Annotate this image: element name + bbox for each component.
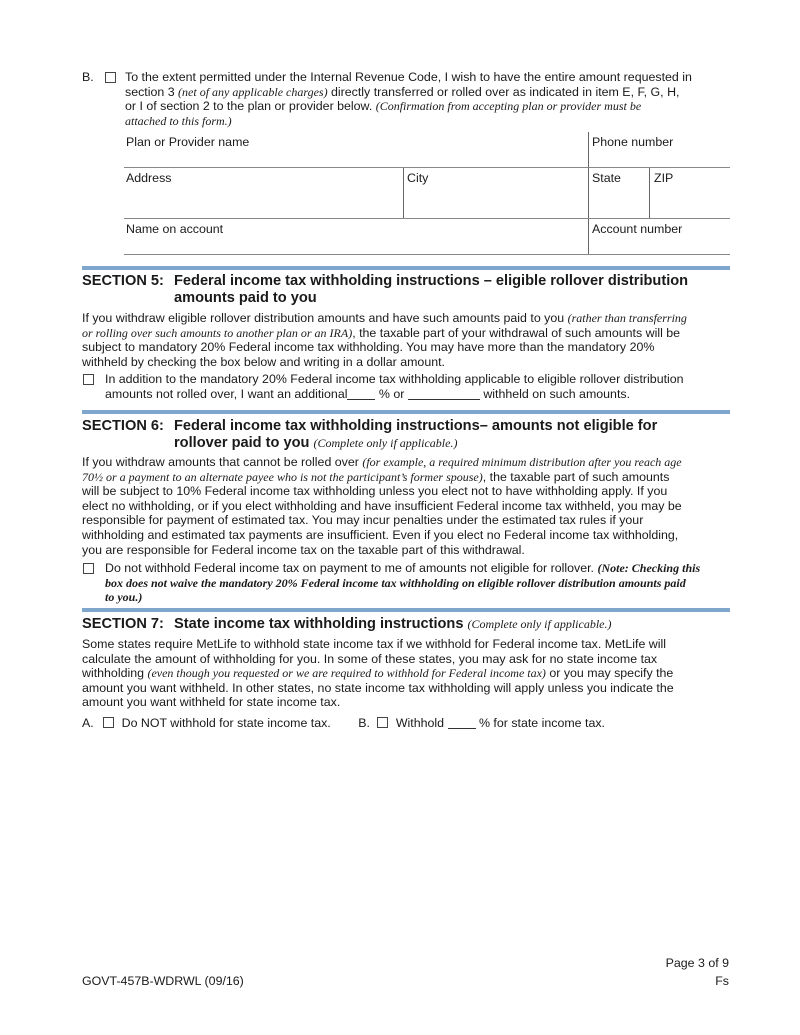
section-rule bbox=[82, 266, 730, 270]
item-b-letter: B. bbox=[82, 70, 94, 84]
city-field[interactable]: City bbox=[407, 171, 429, 185]
zip-field[interactable]: ZIP bbox=[654, 171, 674, 185]
divider bbox=[588, 132, 589, 168]
option-b-letter: B. bbox=[358, 716, 370, 730]
section7-title: SECTION 7: State income tax withholding instructions (Complete only if applicable.) bbox=[82, 616, 612, 632]
divider bbox=[124, 218, 730, 219]
withhold-state-label-suffix: % for state income tax. bbox=[478, 716, 605, 730]
name-on-account-field[interactable]: Name on account bbox=[126, 222, 224, 236]
section5-title: SECTION 5: Federal income tax withholding instructions – eligible rollover distribution amounts paid to you bbox=[82, 273, 689, 306]
divider bbox=[124, 254, 730, 255]
divider bbox=[588, 168, 589, 218]
plan-provider-name-field[interactable]: Plan or Provider name bbox=[126, 135, 250, 149]
divider bbox=[649, 168, 650, 218]
no-federal-withholding-checkbox[interactable] bbox=[83, 563, 94, 574]
item-b-text: To the extent permitted under the Internal Revenue Code, I wish to have the entire amount requested in section 3 (net of any applicable charges) directly transferred or rolled over as indicated in item E, F, G, H, or I of section 2 to the plan or provider below. (Confirmation from accepting plan or provider must be attached to this form.) bbox=[125, 70, 692, 128]
address-field[interactable]: Address bbox=[126, 171, 172, 185]
option-a-letter: A. bbox=[82, 716, 94, 730]
phone-number-field[interactable]: Phone number bbox=[592, 135, 674, 149]
form-code: Fs bbox=[715, 974, 729, 988]
section-rule bbox=[82, 410, 730, 414]
section-rule bbox=[82, 608, 730, 612]
divider bbox=[588, 219, 589, 255]
item-b-checkbox[interactable] bbox=[105, 72, 116, 83]
state-percent-input[interactable] bbox=[448, 717, 476, 729]
state-withholding-options bbox=[82, 716, 742, 731]
divider bbox=[124, 167, 730, 168]
do-not-withhold-state-checkbox[interactable] bbox=[103, 717, 114, 728]
additional-withholding-option: In addition to the mandatory 20% Federal income tax withholding applicable to eligible rollover distribution amounts not rolled over, I want an additional % or withheld on such amounts. bbox=[105, 372, 684, 401]
account-number-field[interactable]: Account number bbox=[592, 222, 683, 236]
divider bbox=[403, 168, 404, 218]
state-field[interactable]: State bbox=[592, 171, 621, 185]
withhold-state-checkbox[interactable] bbox=[377, 717, 388, 728]
page-number: Page 3 of 9 bbox=[665, 956, 729, 970]
section7-paragraph: Some states require MetLife to withhold state income tax if we withhold for Federal income tax. MetLife will calculate the amount of withholding for you. In some of these states, you may ask for no state income tax withholding (even though you requested or we are required to withhold for Federal income tax) or you may specify the amount you want withheld. In other states, no state income tax withholding will apply unless you indicate the amount you want withheld for state income tax. bbox=[82, 637, 674, 710]
withhold-state-label: Withhold bbox=[395, 716, 445, 730]
section5-paragraph: If you withdraw eligible rollover distribution amounts and have such amounts paid to you (rather than transferring or rolling over such amounts to another plan or an IRA), the taxable part of your withdrawal of such amounts will be subject to mandatory 20% Federal income tax withholding. You may have more than the mandatory 20% withheld by checking the box below and writing in a dollar amount. bbox=[82, 311, 687, 369]
form-id: GOVT-457B-WDRWL (09/16) bbox=[82, 974, 244, 988]
additional-amount-input[interactable] bbox=[408, 388, 480, 400]
no-federal-withholding-option: Do not withhold Federal income tax on payment to me of amounts not eligible for rollover. (Note: Checking this box does not waive the mandatory 20% Federal income tax withholding on eligible rollover distribution amounts paid to you.) bbox=[105, 561, 701, 605]
additional-withholding-checkbox[interactable] bbox=[83, 374, 94, 385]
do-not-withhold-state-label: Do NOT withhold for state income tax. bbox=[121, 716, 331, 730]
additional-percent-input[interactable] bbox=[347, 388, 375, 400]
section6-title: SECTION 6: Federal income tax withholding instructions– amounts not eligible for rollover paid to you (Complete only if applicable.) bbox=[82, 418, 658, 451]
section6-paragraph: If you withdraw amounts that cannot be rolled over (for example, a required minimum distribution after you reach age 70½ or a payment to an alternate payee who is not the participant’s former spouse), the taxable part of such amounts will be subject to 10% Federal income tax withholding unless you elect not to have withholding apply. If you elect no withholding, or if you elect withholding and have insufficient Federal income tax withheld, you may be responsible for payment of estimated tax. You may incur penalties under the estimated tax rules if your withholding and estimated tax payments are insufficient. Even if you elect no Federal income tax withholding, you are responsible for Federal income tax on the taxable part of this withdrawal. bbox=[82, 455, 682, 557]
